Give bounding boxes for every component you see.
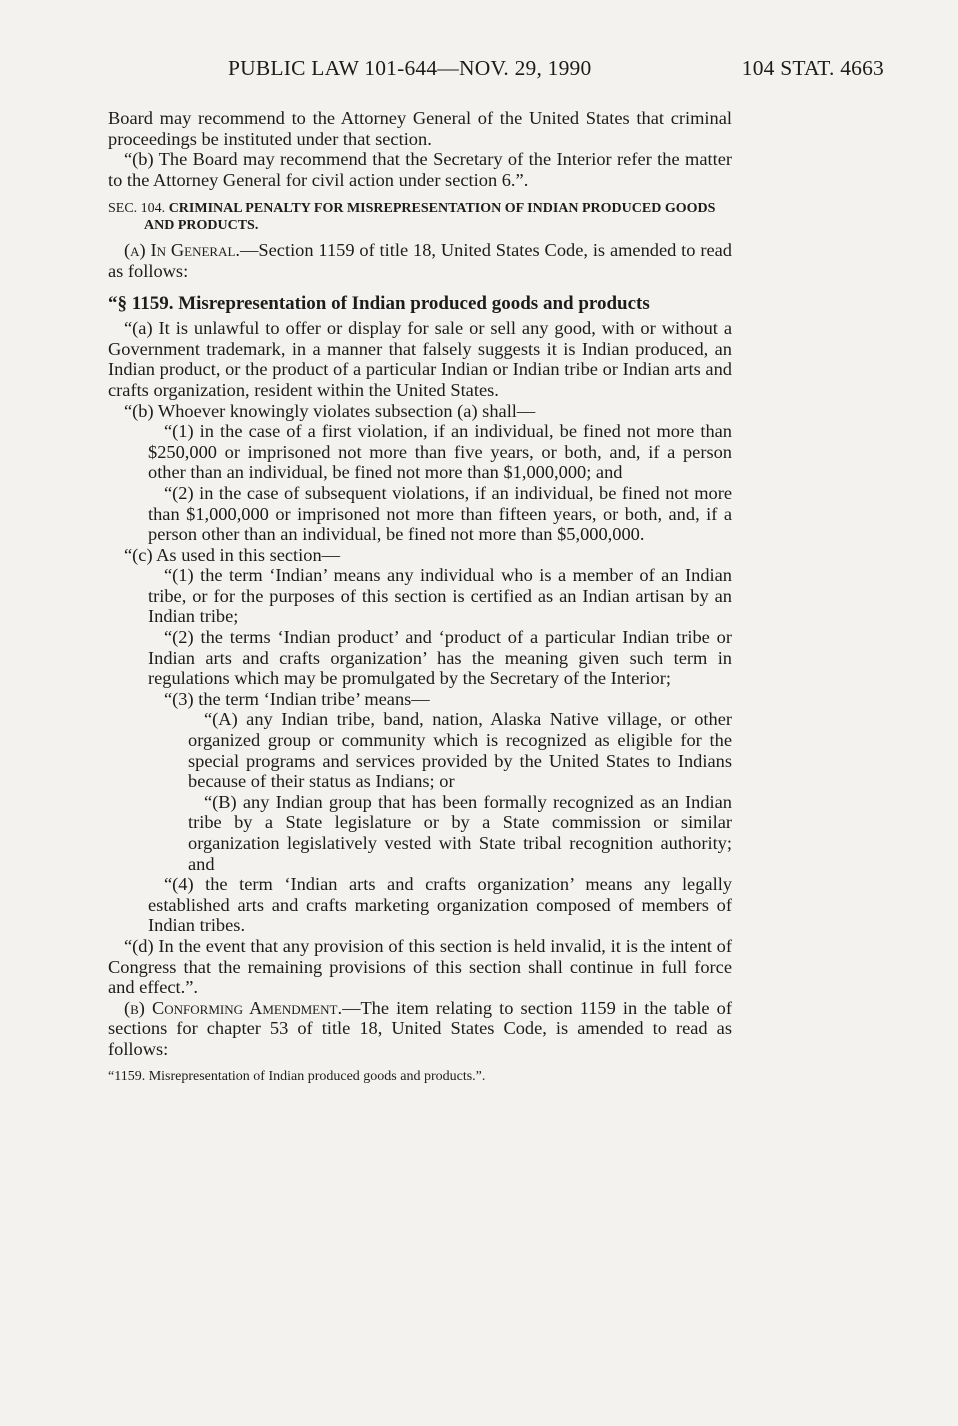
subsection-a: “(a) It is unlawful to offer or display for sale or sell any good, with or without a Government trademark, in a manner that falsely suggests it is Indian produced, an Indian product, or the product of a particular Indian or Indian tribe or Indian arts and crafts organization, resident within the United States. bbox=[108, 318, 732, 400]
in-general-label: (a) In General. bbox=[124, 240, 241, 261]
section-1159-heading: “§ 1159. Misrepresentation of Indian produced goods and products bbox=[108, 292, 650, 314]
subsection-c-2: “(2) the terms ‘Indian product’ and ‘product of a particular Indian tribe or Indian arts and crafts organization’ has the meaning given such term in regulations which may be promulgated by the Secretary of the Interior; bbox=[148, 627, 732, 689]
section-title: CRIMINAL PENALTY FOR MISREPRESENTATION OF INDIAN PRODUCED GOODS AND PRODUCTS. bbox=[144, 201, 716, 234]
header-title: PUBLIC LAW 101-644—NOV. 29, 1990 bbox=[228, 56, 592, 80]
subsection-c-3: “(3) the term ‘Indian tribe’ means— bbox=[164, 688, 430, 709]
in-general-text: —Section 1159 of title 18, United States Code, is amended to read as follows: bbox=[108, 240, 732, 281]
subsection-c: “(c) As used in this section— bbox=[124, 544, 341, 565]
conforming-amendment-text: —The item relating to section 1159 in the table of sections for chapter 53 of title 18, United States Code, is amended to read as follows: bbox=[108, 997, 732, 1059]
subsection-c-3-B: “(B) any Indian group that has been formally recognized as an Indian tribe by a State legislature or by a State commission or similar organization legislatively vested with State tribal recognition authority; and bbox=[188, 791, 732, 874]
running-header bbox=[108, 56, 884, 92]
subsection-c-3-A: “(A) any Indian tribe, band, nation, Alaska Native village, or other organized group or community which is recognized as eligible for the special programs and services provided by the United States to Indians because of their status as Indians; or bbox=[188, 709, 732, 792]
subsection-b: “(b) Whoever knowingly violates subsection (a) shall— bbox=[124, 400, 536, 421]
document-body bbox=[108, 108, 732, 1086]
subsection-c-4: “(4) the term ‘Indian arts and crafts organization’ means any legally established arts and crafts marketing organization composed of members of Indian tribes. bbox=[148, 874, 732, 936]
in-general-paragraph bbox=[108, 240, 732, 281]
subsection-b-1: “(1) in the case of a first violation, if an individual, be fined not more than $250,000 or imprisoned not more than five years, or both, and, if a person other than an individual, be fined not more than $1,000,000; and bbox=[148, 421, 732, 483]
paragraph-continuation: Board may recommend to the Attorney General of the United States that criminal proceedings be instituted under that section. bbox=[108, 108, 732, 149]
subsection-c-1: “(1) the term ‘Indian’ means any individual who is a member of an Indian tribe, or for the purposes of this section is certified as an Indian artisan by an Indian tribe; bbox=[148, 565, 732, 627]
conforming-amendment-label: (b) Conforming Amendment. bbox=[124, 997, 343, 1018]
conforming-amendment-paragraph bbox=[108, 998, 732, 1060]
header-stat-page: 104 STAT. 4663 bbox=[741, 56, 884, 80]
document-page bbox=[108, 56, 884, 1084]
table-of-sections-item: “1159. Misrepresentation of Indian produced goods and products.”. bbox=[108, 1068, 486, 1084]
section-104-heading bbox=[108, 200, 732, 234]
subsection-d: “(d) In the event that any provision of this section is held invalid, it is the intent of Congress that the remaining provisions of this section shall continue in full force and effect.”. bbox=[108, 935, 732, 998]
subsection-b-2: “(2) in the case of subsequent violations, if an individual, be fined not more than $1,000,000 or imprisoned not more than fifteen years, or both, and, if a person other than an individual, be fined not more than $5,000,000. bbox=[148, 482, 732, 545]
section-number: SEC. 104. bbox=[108, 201, 166, 217]
paragraph-subsection-b: “(b) The Board may recommend that the Secretary of the Interior refer the matter to the Attorney General for civil action under section 6.”. bbox=[108, 149, 732, 190]
